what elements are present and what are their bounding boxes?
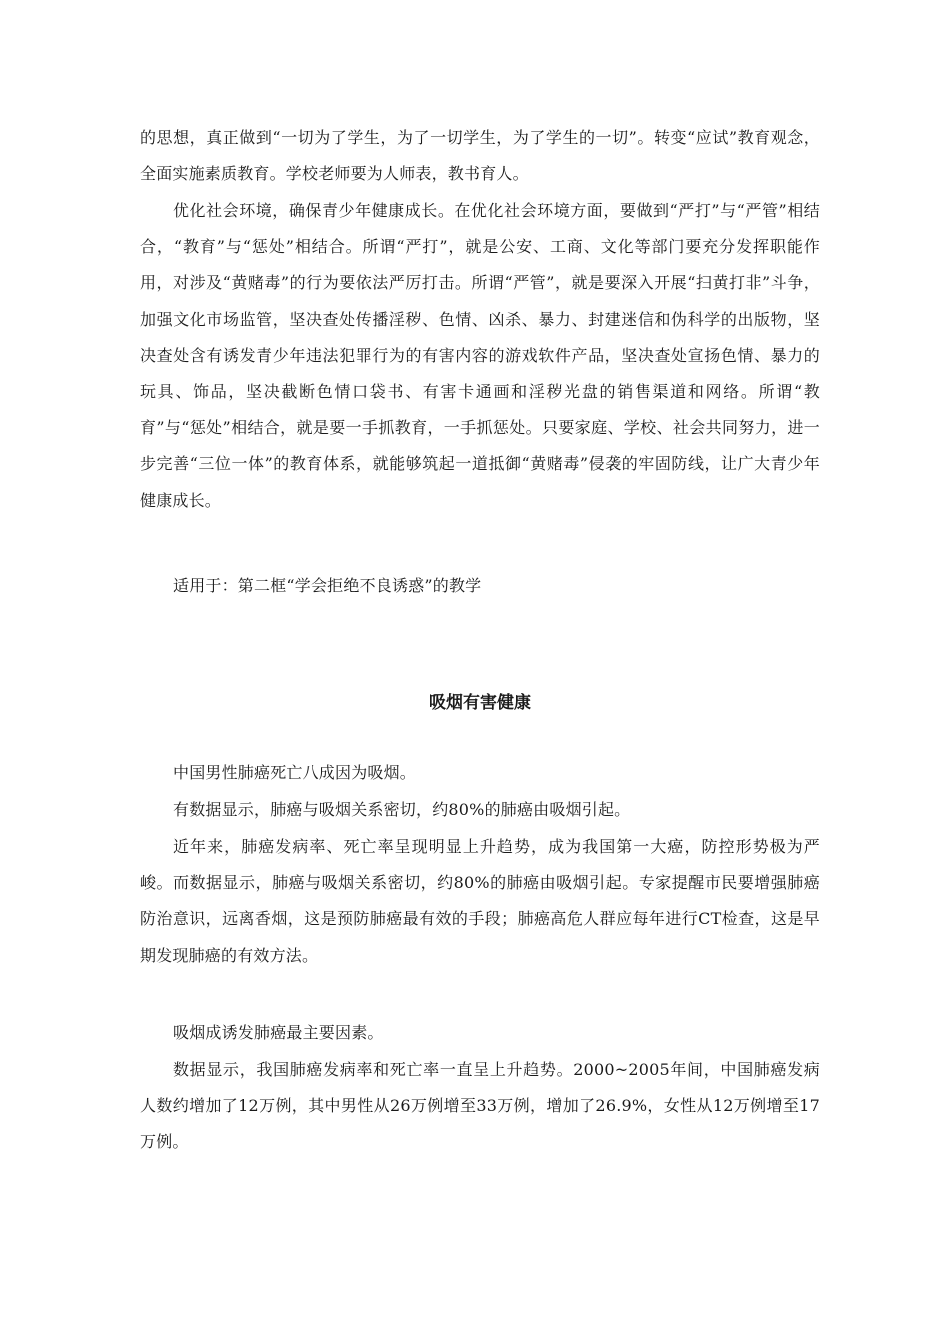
section-title: 吸烟有害健康 <box>429 693 531 713</box>
paragraph-main-factor: 吸烟成诱发肺癌最主要因素。 <box>173 1023 384 1042</box>
paragraph-statistics: 数据显示，我国肺癌发病率和死亡率一直呈上升趋势。2000~2005年间，中国肺癌发病人数约增加了12万例，其中男性从26万例增至33万例，增加了26.9%，女性从12万例增至17万例。 <box>140 1060 820 1152</box>
paragraph-lead: 中国男性肺癌死亡八成因为吸烟。 <box>173 763 417 782</box>
paragraph-data-link: 有数据显示，肺癌与吸烟关系密切，约80%的肺癌由吸烟引起。 <box>173 800 631 819</box>
paragraph-lung-cancer-trend: 近年来，肺癌发病率、死亡率呈现明显上升趋势，成为我国第一大癌，防控形势极为严峻。而数据显示，肺癌与吸烟关系密切，约80%的肺癌由吸烟引起。专家提醒市民要增强肺癌防治意识，远离香烟，这是预防肺癌最有效的手段；肺癌高危人群应每年进行CT检查，这是早期发现肺癌的有效方法。 <box>140 837 820 965</box>
paragraph-education-philosophy: 的思想，真正做到“一切为了学生，为了一切学生，为了学生的一切”。转变“应试”教育观念，全面实施素质教育。学校老师要为人师表，教书育人。 <box>140 128 820 184</box>
paragraph-social-environment: 优化社会环境，确保青少年健康成长。在优化社会环境方面，要做到“严打”与“严管”相结合，“教育”与“惩处”相结合。所谓“严打”，就是公安、工商、文化等部门要充分发挥职能作用，对涉及“黄赌毒”的行为要依法严厉打击。所谓“严管”，就是要深入开展“扫黄打非”斗争，加强文化市场监管，坚决查处传播淫秽、色情、凶杀、暴力、封建迷信和伪科学的出版物，坚决查处含有诱发青少年违法犯罪行为的有害内容的游戏软件产品，坚决查处宣扬色情、暴力的玩具、饰品，坚决截断色情口袋书、有害卡通画和淫秽光盘的销售渠道和网络。所谓“教育”与“惩处”相结合，就是要一手抓教育，一手抓惩处。只要家庭、学校、社会共同努力，进一步完善“三位一体”的教育体系，就能够筑起一道抵御“黄赌毒”侵袭的牢固防线，让广大青少年健康成长。 <box>140 201 820 510</box>
applies-to-note: 适用于：第二框“学会拒绝不良诱惑”的教学 <box>173 576 482 595</box>
